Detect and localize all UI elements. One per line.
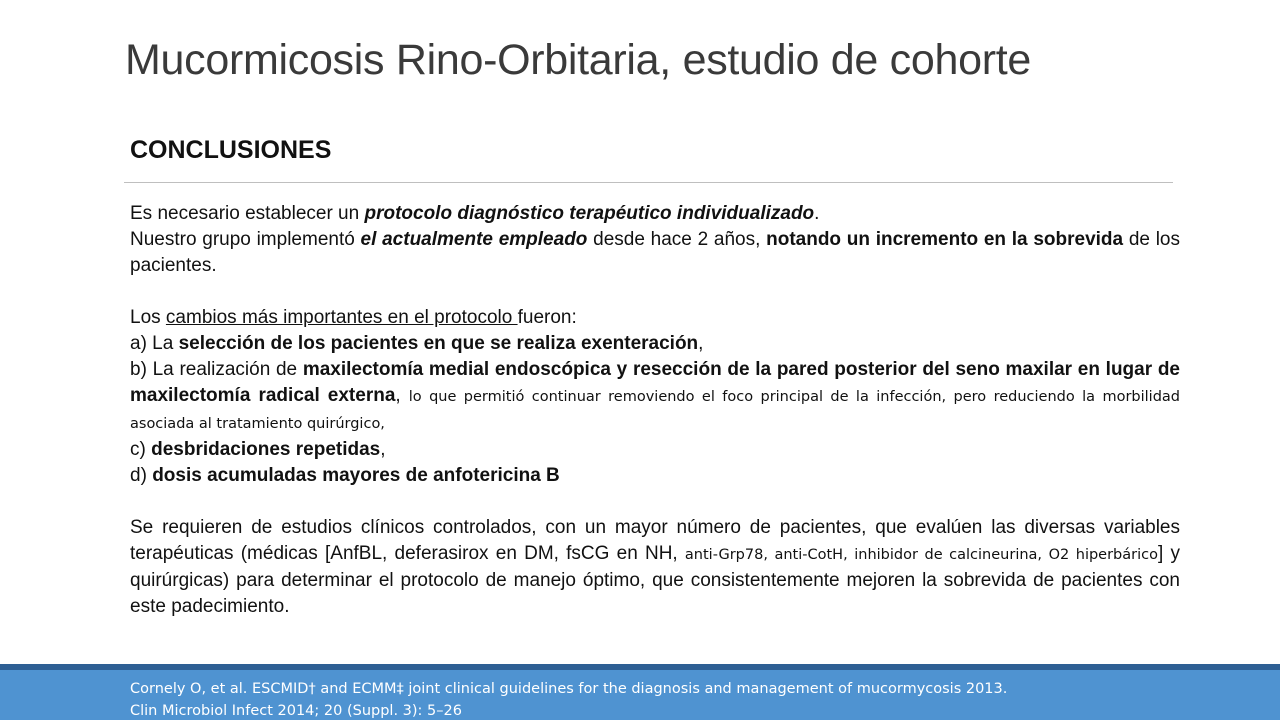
emphasis-bold: dosis acumuladas mayores de anfotericina B: [152, 465, 560, 486]
text: de los pacientes.: [130, 229, 1180, 276]
small-text: lo que permitió continuar removiendo el foco principal de la infección, pero reduciendo la morbilidad asociada al tratamiento quirúrgico,: [130, 389, 1180, 432]
list-item-d: [130, 463, 1180, 489]
text: Nuestro grupo implementó: [130, 229, 361, 250]
list-item-c: [130, 437, 1180, 463]
text: fueron:: [517, 307, 577, 328]
text: d): [130, 465, 153, 486]
emphasis-bold: selección de los pacientes en que se realiza exenteración: [178, 333, 699, 354]
spacer: [130, 279, 1180, 305]
text: Se requieren de estudios clínicos controlados, con un mayor número de pacientes, que evalúen las diversas variables terapéuticas (médicas [AnfBL, deferasirox en DM, fsCG en NH,: [130, 517, 1180, 564]
reference-line-2: Clin Microbiol Infect 2014; 20 (Suppl. 3): 5–26: [130, 703, 462, 719]
slide-body: [130, 201, 1180, 620]
paragraph-protocol: [130, 201, 1180, 227]
list-item-a: [130, 331, 1180, 357]
emphasis: el actualmente empleado: [360, 229, 588, 250]
paragraph-group: [130, 227, 1180, 279]
divider: [124, 182, 1173, 183]
text: a) La: [130, 333, 179, 354]
section-heading: CONCLUSIONES: [130, 136, 332, 164]
spacer: [130, 489, 1180, 515]
text: ,: [698, 333, 704, 354]
text: Es necesario establecer un: [130, 203, 365, 224]
emphasis-bold: maxilectomía medial endoscópica y resección de la pared posterior del seno maxilar en lugar de maxilectomía radical externa: [130, 359, 1180, 406]
emphasis: protocolo diagnóstico terapéutico individualizado: [364, 203, 815, 224]
text: ] y quirúrgicas) para determinar el protocolo de manejo óptimo, que consistentemente mejoren la sobrevida de pacientes con este padecimiento.: [130, 543, 1180, 617]
text: desde hace 2 años,: [587, 229, 767, 250]
emphasis-bold: notando un incremento en la sobrevida: [766, 229, 1124, 250]
footer-bar: [0, 664, 1280, 720]
small-text: anti-Grp78, anti-CotH, inhibidor de calcineurina, O2 hiperbárico: [684, 547, 1158, 563]
list-item-b: [130, 357, 1180, 437]
paragraph-changes: [130, 305, 1180, 331]
text: Los: [130, 307, 166, 328]
reference-line-1: Cornely O, et al. ESCMID† and ECMM‡ joint clinical guidelines for the diagnosis and management of mucormycosis 2013.: [130, 681, 1008, 697]
reference-citation: [130, 678, 1250, 722]
paragraph-studies: [130, 515, 1180, 620]
text: .: [814, 203, 820, 224]
text: ,: [380, 439, 386, 460]
text: c): [130, 439, 152, 460]
slide-title: Mucormicosis Rino-Orbitaria, estudio de cohorte: [125, 36, 1031, 84]
text: b) La realización de: [130, 359, 303, 380]
underlined-text: cambios más importantes en el protocolo: [165, 307, 518, 328]
text: ,: [395, 385, 409, 406]
emphasis-bold: desbridaciones repetidas: [151, 439, 381, 460]
